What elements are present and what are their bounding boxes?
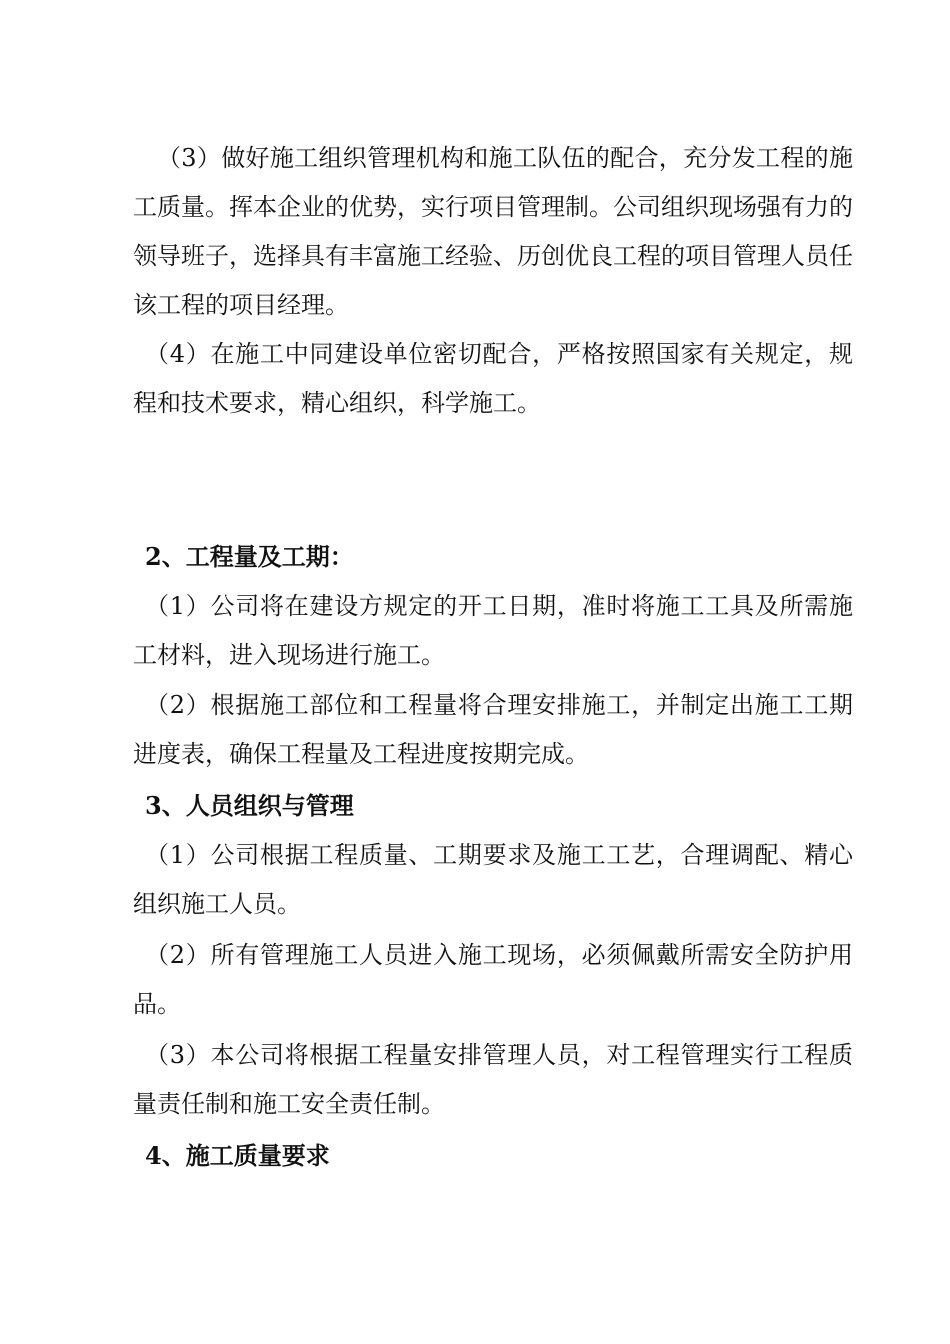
section2-item-2: （2）根据施工部位和工程量将合理安排施工，并制定出施工工期进度表，确保工程量及工程进度按期完成。	[133, 691, 853, 768]
section-heading-3: 3、人员组织与管理	[145, 791, 354, 820]
section3-item-3: （3）本公司将根据工程量安排管理人员，对工程管理实行工程质量责任制和施工安全责任制。	[133, 1041, 853, 1118]
section-heading-4: 4、施工质量要求	[145, 1141, 330, 1170]
paragraph-item-4: （4）在施工中同建设单位密切配合，严格按照国家有关规定，规程和技术要求，精心组织，科学施工。	[133, 340, 853, 417]
section3-item-2: （2）所有管理施工人员进入施工现场，必须佩戴所需安全防护用品。	[133, 941, 853, 1018]
section3-item-1: （1）公司根据工程质量、工期要求及施工工艺，合理调配、精心组织施工人员。	[133, 841, 853, 918]
section2-item-1: （1）公司将在建设方规定的开工日期，准时将施工工具及所需施工材料，进入现场进行施工。	[133, 592, 853, 669]
paragraph-item-3: （3）做好施工组织管理机构和施工队伍的配合，充分发工程的施工质量。挥本企业的优势，实行项目管理制。公司组织现场强有力的领导班子，选择具有丰富施工经验、历创优良工程的项目管理人员任该工程的项目经理。	[133, 144, 853, 319]
section-heading-2: 2、工程量及工期：	[145, 542, 354, 571]
